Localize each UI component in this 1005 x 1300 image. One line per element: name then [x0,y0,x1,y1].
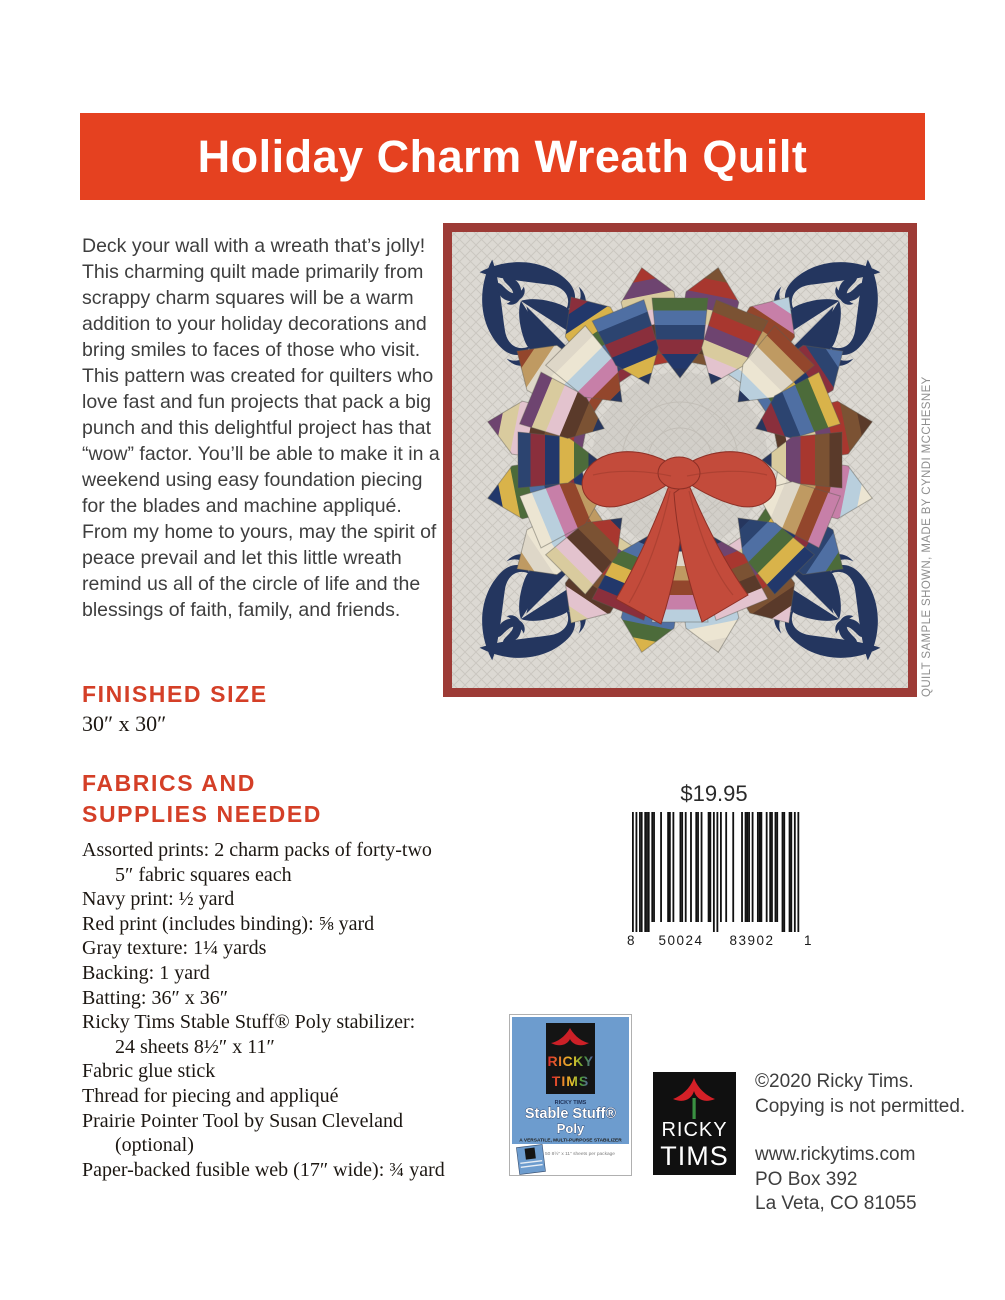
supply-item: Assorted prints: 2 charm packs of forty-two [82,839,432,861]
package-sheets-note: 50 8½″ x 11″ sheets per package [545,1152,615,1157]
publisher-info [755,1070,965,1217]
supply-item: Backing: 1 yard [82,961,210,984]
quilt-photo [443,223,917,697]
supplies-list [82,838,477,1182]
svg-text:RICKY TIMS: RICKY TIMS [554,1100,587,1106]
barcode-bars [632,812,799,932]
supply-item: Ricky Tims Stable Stuff® Poly stabilizer: [82,1011,416,1034]
barcode [627,812,813,950]
supplies-heading [82,768,322,830]
title-banner [80,113,925,200]
price: $19.95 [680,781,748,806]
stable-stuff-package [509,1014,632,1176]
ricky-tims-logo [653,1072,736,1175]
package-name: Stable Stuff® [524,1106,617,1122]
supply-item: Paper-backed fusible web (17″ wide): ¾ yard [82,1158,445,1181]
copyright-line2: Copying is not permitted. [755,1095,966,1117]
supply-item-cont: (optional) [115,1134,194,1157]
supply-item: Navy print: ½ yard [82,888,235,911]
svg-text:RICKY: RICKY [661,1119,728,1141]
supply-item: Red print (includes binding): ⅝ yard [82,912,375,935]
package-name2: Poly [556,1121,585,1136]
supply-item-cont: 5″ fabric squares each [115,863,292,886]
svg-text:TIMS: TIMS [551,1073,590,1089]
finished-size-value: 30″ x 30″ [82,711,167,736]
barcode-digits [627,933,813,948]
copyright-line1: ©2020 Ricky Tims. [755,1071,914,1092]
package-thumbnail [516,1145,545,1175]
supply-item: Fabric glue stick [82,1060,216,1083]
intro-paragraph: Deck your wall with a wreath that’s jolly! This charming quilt made primarily from scrappy charm squares will be a warm addition to your holiday decorations and bring smiles to faces of those who visit. This pattern was created for quilters who love fast and fun projects that pack a big punch and this delightful project has that “wow” factor. You’ll be able to make it in a weekend using easy foundation piecing for the blades and machine appliqué. From my home to yours, may the spirit of peace prevail and let this little wreath remind us all of the circle of life and the blessings of faith, family, and friends. [82,235,440,621]
publisher-address2: La Veta, CO 81055 [755,1193,917,1214]
page-title: Holiday Charm Wreath Quilt [197,130,808,182]
svg-text:RICKY: RICKY [547,1053,594,1069]
svg-text:8: 8 [627,933,637,948]
finished-size-heading: FINISHED SIZE [82,681,268,707]
supply-item-cont: 24 sheets 8½″ x 11″ [115,1035,275,1058]
svg-text:1: 1 [804,933,813,948]
package-tagline: A VERSATILE, MULTI-PURPOSE STABILIZER [519,1138,622,1144]
supply-item: Thread for piecing and appliqué [82,1084,339,1107]
supply-item: Batting: 36″ x 36″ [82,986,229,1009]
supplies-heading-line2: SUPPLIES NEEDED [82,801,322,827]
publisher-address1: PO Box 392 [755,1168,858,1190]
supplies-heading-line1: FABRICS AND [82,770,256,796]
supply-item: Gray texture: 1¼ yards [82,937,267,960]
photo-credit: QUILT SAMPLE SHOWN, MADE BY CYNDI MCCHESNEY [921,376,933,697]
stem-icon [693,1098,696,1119]
publisher-website: www.rickytims.com [755,1144,916,1165]
svg-text:TIMS: TIMS [660,1141,729,1171]
svg-text:50024: 50024 [658,933,704,948]
supply-item: Prairie Pointer Tool by Susan Cleveland [82,1109,403,1132]
svg-text:83902: 83902 [729,933,775,948]
